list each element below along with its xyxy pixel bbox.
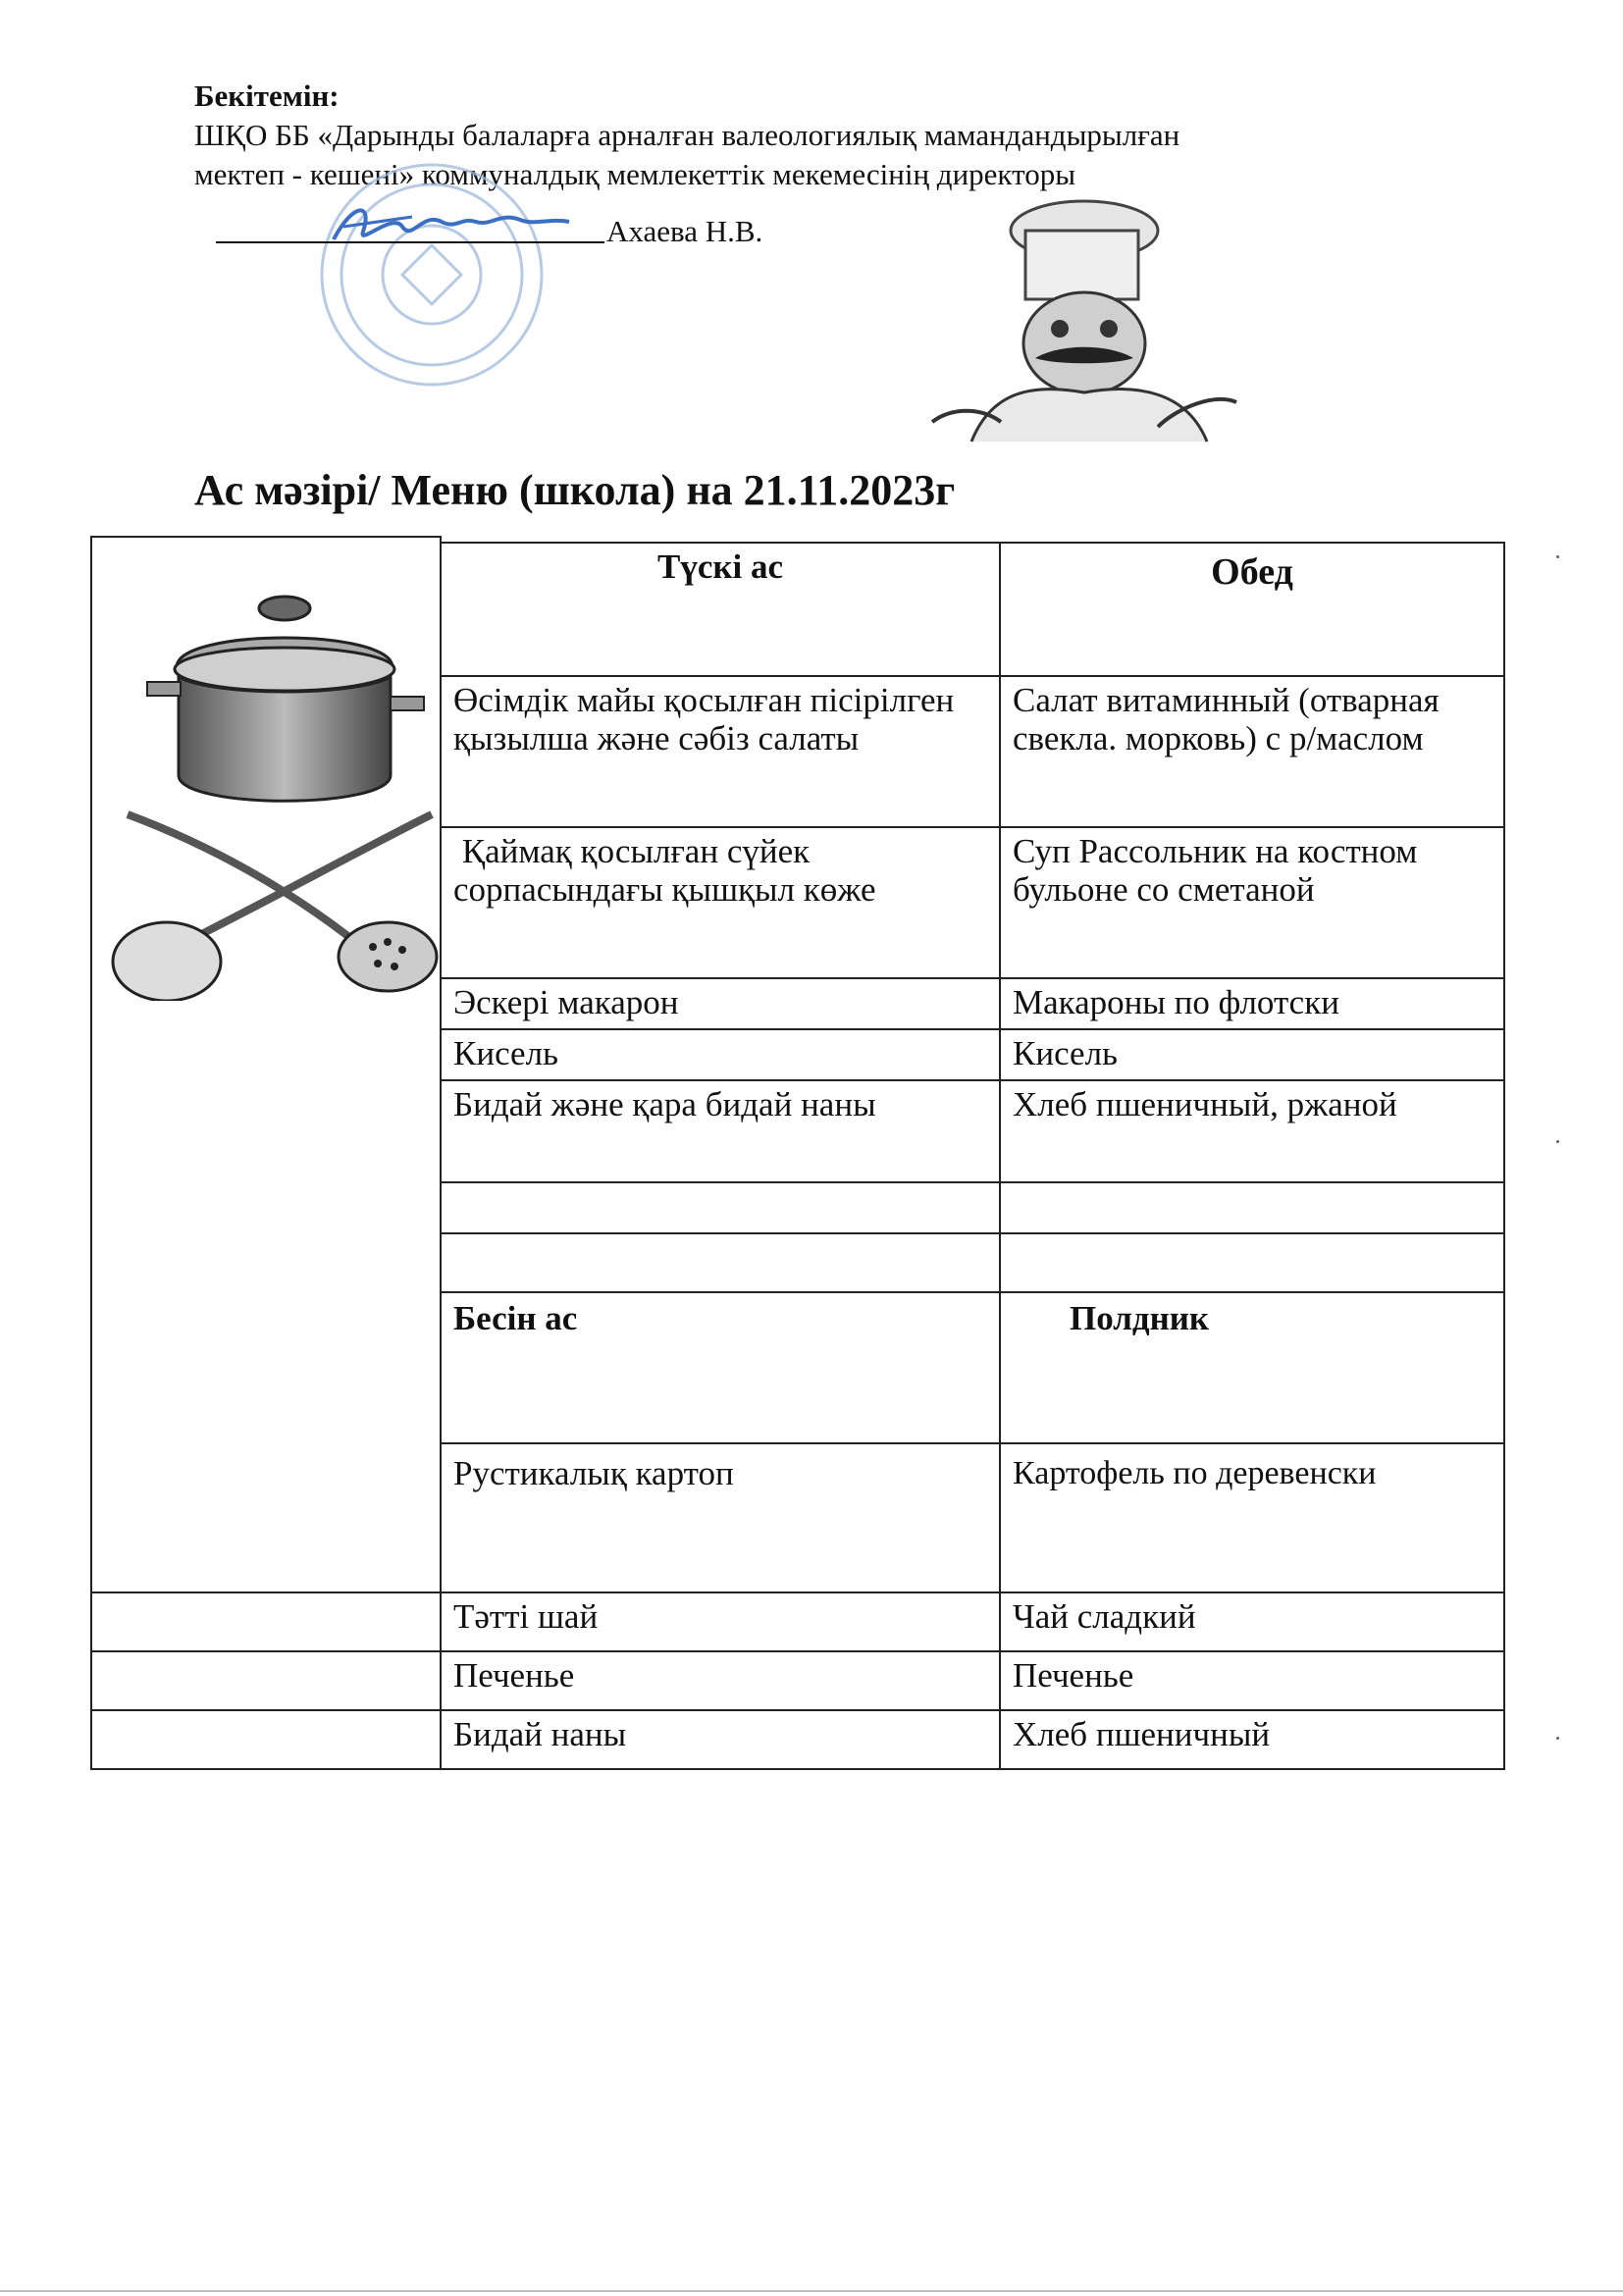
lunch-header-ru: Обед: [999, 542, 1505, 677]
lunch-row-1-ru: Салат витаминный (отварная свекла. морковь) с р/маслом: [999, 675, 1505, 828]
scan-speck: [1556, 1140, 1559, 1143]
lunch-row-7-ru: [999, 1232, 1505, 1293]
snack-row-3-kz: Печенье: [440, 1650, 1001, 1711]
signer-name: Ахаева Н.В.: [606, 214, 763, 248]
snack-row-1-kz: Рустикалық картоп: [440, 1442, 1001, 1593]
snack-row-2-ru: Чай сладкий: [999, 1592, 1505, 1652]
snack-header-kz: Бесін ас: [440, 1291, 1001, 1444]
snack-row-4-ru: Хлеб пшеничный: [999, 1709, 1505, 1770]
chef-illustration: [913, 196, 1246, 451]
scan-speck: [1556, 555, 1559, 558]
snack-row-2-kz: Тәтті шай: [440, 1592, 1001, 1652]
cooking-pot-icon: [108, 589, 442, 1001]
signature-line: [216, 241, 604, 243]
scan-speck: [1556, 1737, 1559, 1740]
left-cell-cookie: [90, 1650, 442, 1711]
snack-row-4-kz: Бидай наны: [440, 1709, 1001, 1770]
page-title: Ас мәзірі/ Меню (школа) на 21.11.2023г: [194, 466, 956, 514]
lunch-row-3-ru: Макароны по флотски: [999, 977, 1505, 1030]
snack-header-ru: Полдник: [999, 1291, 1505, 1444]
lunch-row-6-kz: [440, 1181, 1001, 1234]
lunch-row-2-kz: Қаймақ қосылған сүйек сорпасындағы қышқыл көже: [440, 826, 1001, 979]
lunch-row-7-kz: [440, 1232, 1001, 1293]
lunch-row-1-kz: Өсімдік майы қосылған пісірілген қызылша және сәбіз салаты: [440, 675, 1001, 828]
lunch-header-kz: Түскі ас: [440, 542, 1001, 677]
scan-edge: [0, 2290, 1623, 2292]
lunch-row-6-ru: [999, 1181, 1505, 1234]
left-cell-tea: [90, 1592, 442, 1652]
lunch-row-3-kz: Эскері макарон: [440, 977, 1001, 1030]
left-cell-bread: [90, 1709, 442, 1770]
lunch-row-5-kz: Бидай және қара бидай наны: [440, 1079, 1001, 1183]
lunch-row-4-kz: Кисель: [440, 1028, 1001, 1081]
snack-row-1-ru: Картофель по деревенски: [999, 1442, 1505, 1593]
approval-line-1: ШҚО ББ «Дарынды балаларға арналған валеологиялық мамандандырылған: [194, 118, 1180, 152]
approval-label: Бекітемін:: [194, 78, 340, 113]
snack-row-3-ru: Печенье: [999, 1650, 1505, 1711]
lunch-row-5-ru: Хлеб пшеничный, ржаной: [999, 1079, 1505, 1183]
approval-line-2: мектеп - кешені» коммуналдық мемлекеттік мекемесінің директоры: [194, 157, 1076, 191]
lunch-row-2-ru: Суп Рассольник на костном бульоне со сметаной: [999, 826, 1505, 979]
lunch-row-4-ru: Кисель: [999, 1028, 1505, 1081]
